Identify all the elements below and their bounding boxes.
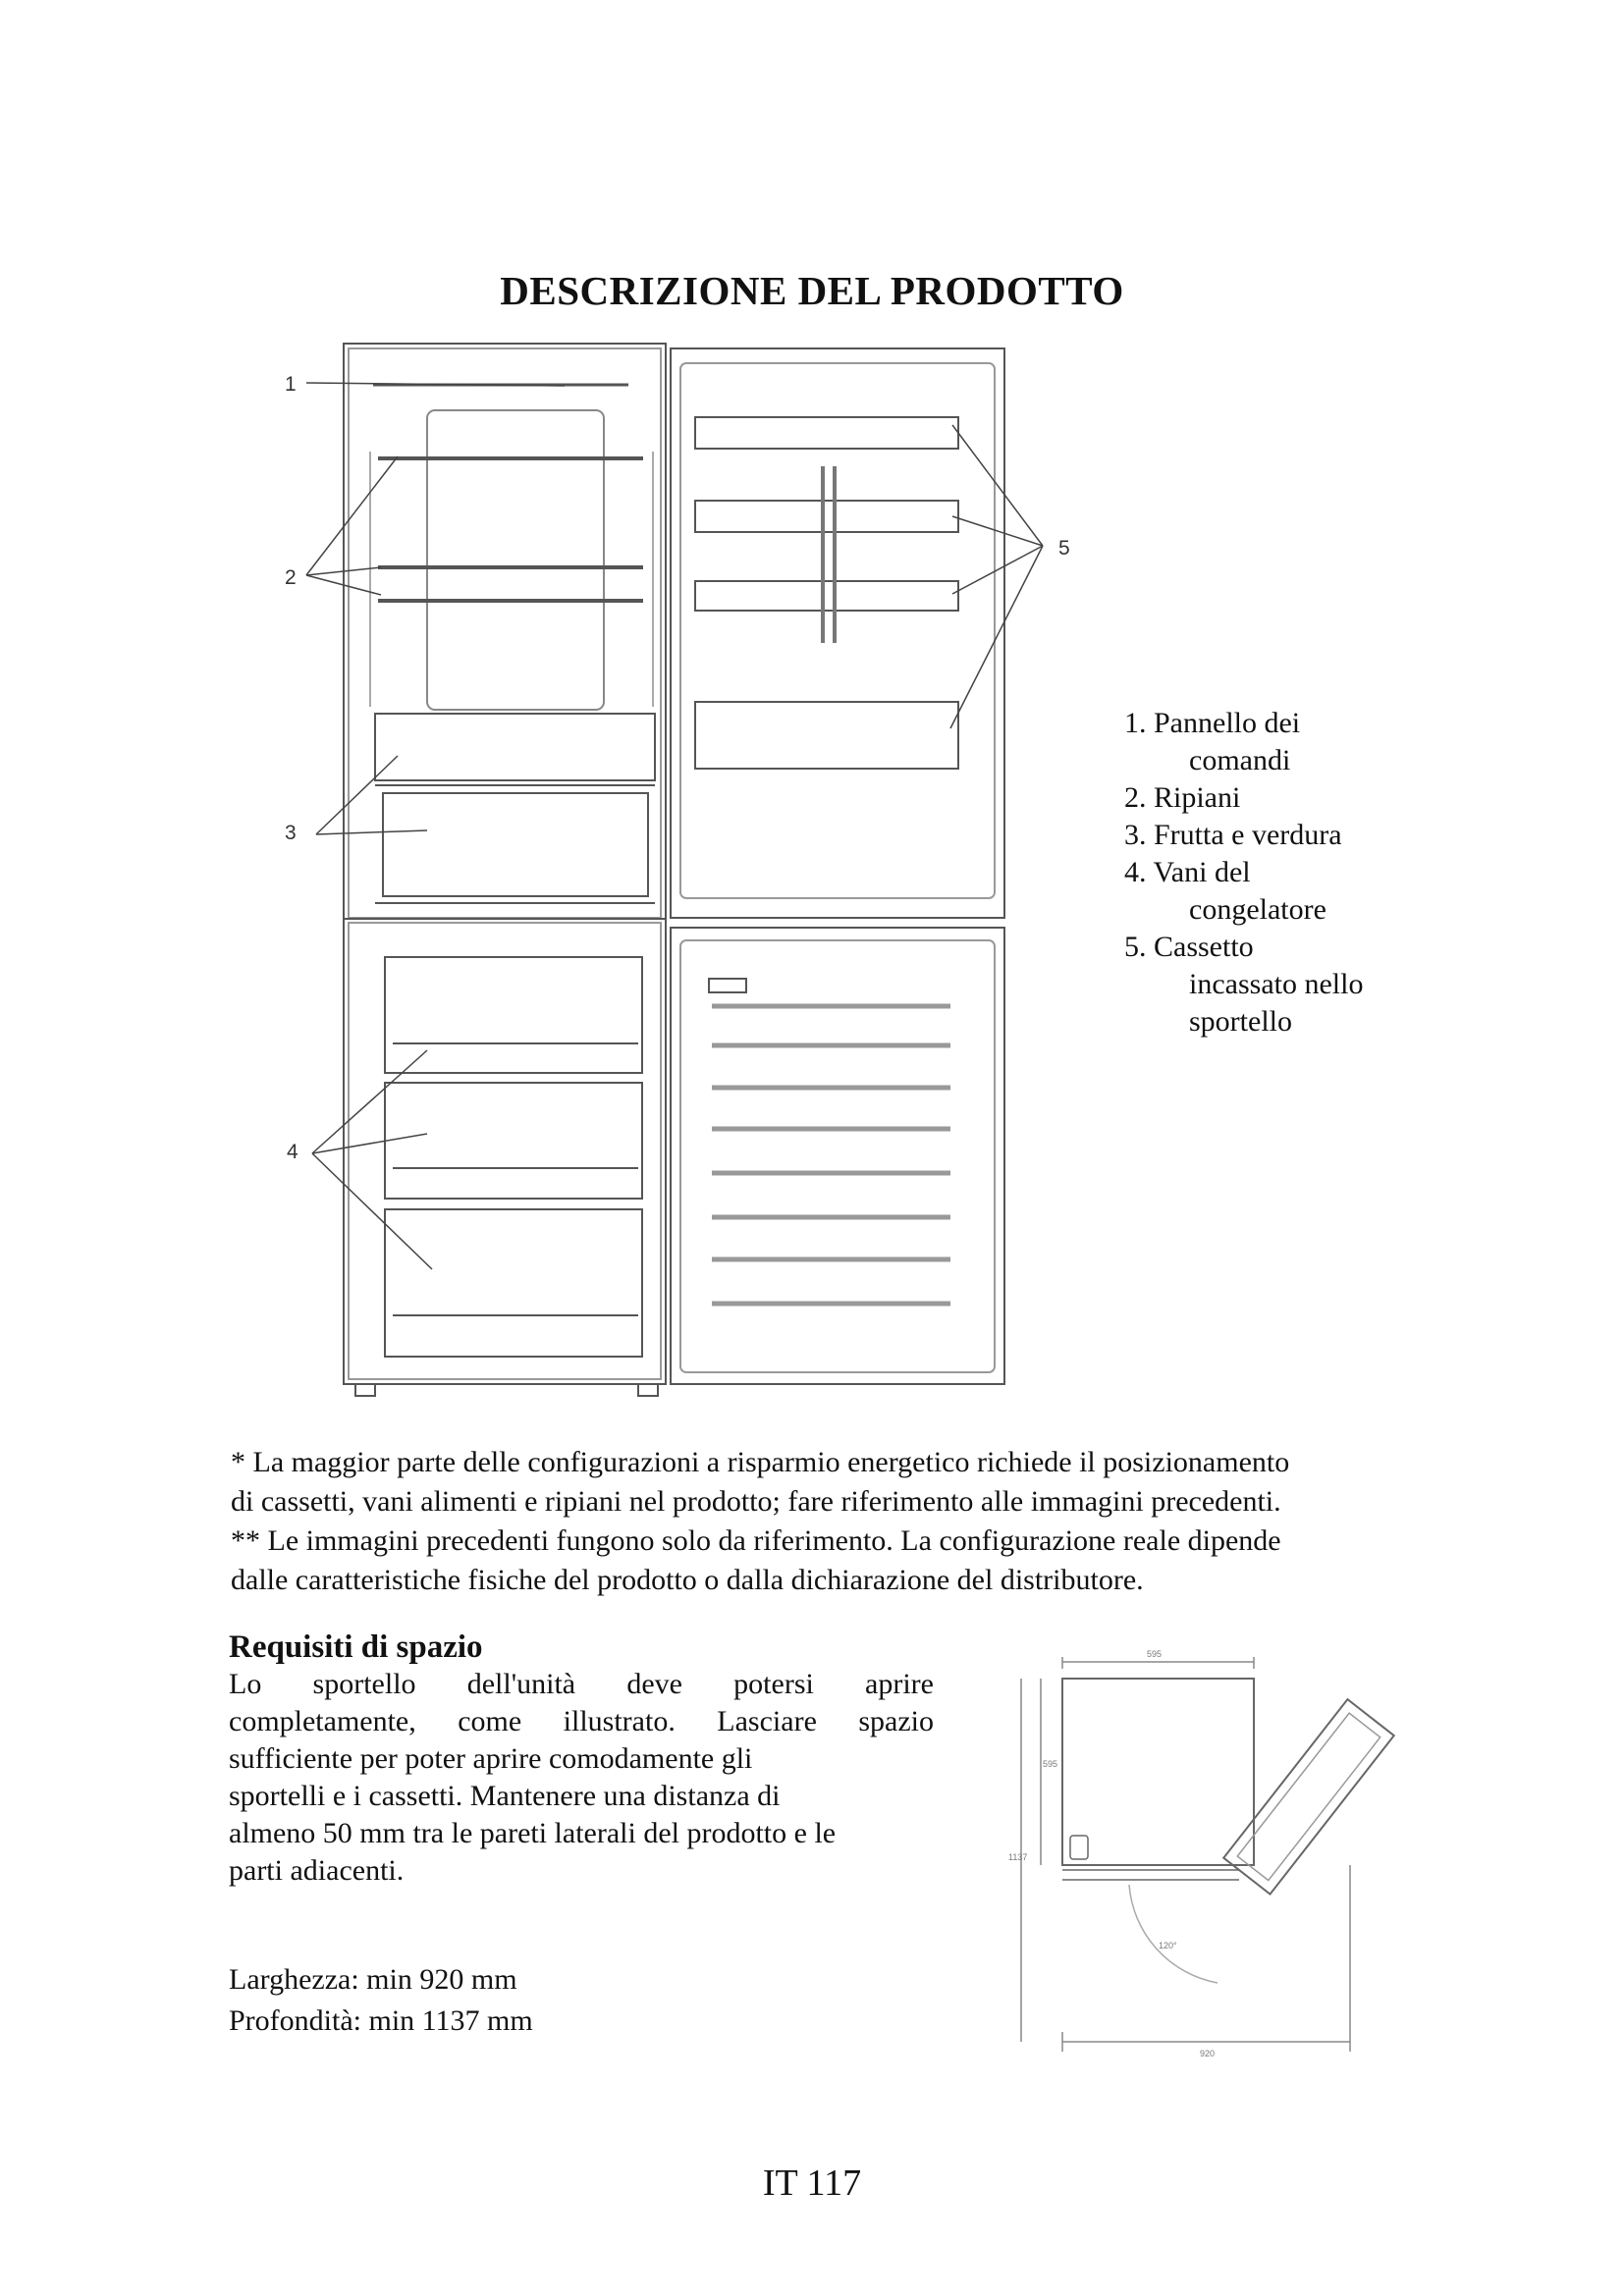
dimensions: [229, 1959, 533, 2042]
legend-item: 5. Cassetto incassato nello sportello: [1124, 931, 1364, 1038]
callout-4: 4: [287, 1141, 298, 1163]
callout-1: 1: [285, 373, 297, 396]
plan-label-bottom: 920: [1200, 2049, 1216, 2058]
legend: [1124, 705, 1448, 1041]
notes: [231, 1443, 1429, 1600]
plan-label-top: 595: [1147, 1649, 1163, 1659]
plan-label-angle: 120°: [1159, 1941, 1177, 1950]
fridge-diagram: [265, 329, 1080, 1414]
callout-5: 5: [1058, 537, 1070, 560]
note-line: * La maggior parte delle configurazioni a risparmio energetico richiede il posizionamento: [231, 1446, 1290, 1478]
min-depth: Profondità: min 1137 mm: [229, 2004, 533, 2037]
page-number: IT 117: [762, 2163, 862, 2204]
note-line: ** Le immagini precedenti fungono solo da riferimento. La configurazione reale dipende: [231, 1524, 1281, 1557]
callout-3: 3: [285, 822, 297, 844]
callout-2: 2: [285, 566, 297, 589]
space-paragraph: Lo sportello dell'unità deve potersi aprire completamente, come illustrato. Lasciare spazio sufficiente per poter aprire comodamente gli sportelli e i cassetti. Mantenere una distanza di almeno 50 mm tra le pareti laterali del prodotto e le parti adiacenti.: [229, 1668, 934, 1887]
legend-item: 3. Frutta e verdura: [1124, 819, 1342, 851]
note-line: dalle caratteristiche fisiche del prodotto o dalla dichiarazione del distributore.: [231, 1564, 1144, 1596]
door-clearance-diagram: [992, 1634, 1404, 2086]
min-width: Larghezza: min 920 mm: [229, 1963, 517, 1996]
plan-label-height: 1137: [1008, 1852, 1028, 1862]
legend-item: 1. Pannello dei comandi: [1124, 707, 1301, 776]
legend-item: 4. Vani del congelatore: [1124, 856, 1326, 926]
note-line: di cassetti, vani alimenti e ripiani nel prodotto; fare riferimento alle immagini precedenti.: [231, 1485, 1281, 1518]
page-title: DESCRIZIONE DEL PRODOTTO: [500, 268, 1124, 313]
section-heading: Requisiti di spazio: [229, 1629, 483, 1665]
plan-label-depth: 595: [1043, 1759, 1058, 1769]
legend-item: 2. Ripiani: [1124, 781, 1241, 814]
